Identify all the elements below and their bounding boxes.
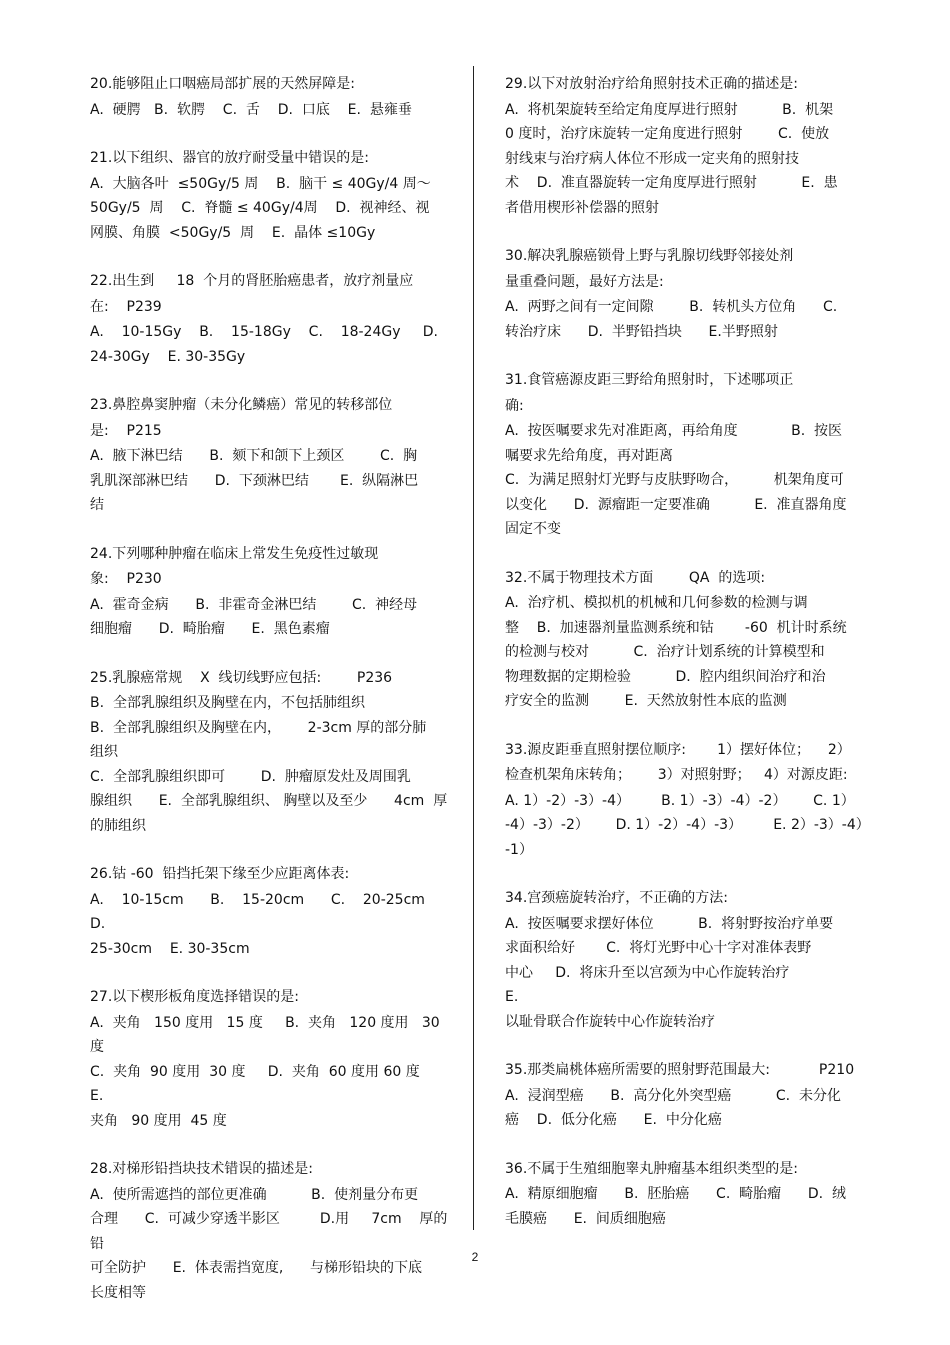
question-options-line: B. 全部乳腺组织及胸壁在内， 2-3cm 厚的部分肺 xyxy=(90,719,427,736)
question-options-line: 腺组织 E. 全部乳腺组织、 胸壁以及至少 4cm 厚 xyxy=(90,793,448,809)
question-options-line: 以变化 D. 源瘤距一定要准确 E. 准直器角度 xyxy=(505,496,847,513)
question-options-line: 者借用楔形补偿器的照射 xyxy=(505,199,659,216)
question-options-line: 长度相等 xyxy=(90,1284,146,1301)
question-options-line: 疗安全的监测 E. 天然放射性本底的监测 xyxy=(505,693,787,709)
question-options-line: 细胞瘤 D. 畸胎瘤 E. 黑色素瘤 xyxy=(90,621,330,637)
question-options-line: 射线束与治疗病人体位不形成一定夹角的照射技 xyxy=(505,150,799,167)
question-options-line: A. 按医嘱要求先对准距离，再给角度 B. 按医 xyxy=(505,423,843,439)
question-stem-line: 33.源皮距垂直照射摆位顺序: 1）摆好体位； 2） xyxy=(505,741,851,758)
question-options-line: 转治疗床 D. 半野铅挡块 E.半野照射 xyxy=(505,323,778,340)
question-stem-line: 35.那类扁桃体癌所需要的照射野范围最大: P210 xyxy=(505,1062,855,1078)
question-stem-line: 31.食管癌源皮距三野给角照射时，下述哪项正 xyxy=(505,372,794,388)
question-options-line: A. 腋下淋巴结 B. 颏下和颌下上颈区 C. 胸 xyxy=(90,448,418,464)
question-stem-line: 24.下列哪种肿瘤在临床上常发生免疫性过敏现 xyxy=(90,545,379,562)
question-options-line: A. 两野之间有一定间隙 B. 转机头方位角 C. xyxy=(505,299,838,315)
question-options-line: A. 霍奇金病 B. 非霍奇金淋巴结 C. 神经母 xyxy=(90,596,418,613)
question-options-line: 物理数据的定期检验 D. 腔内组织间治疗和治 xyxy=(505,668,826,685)
question-options-line: C. 全部乳腺组织即可 D. 肿瘤原发灶及周围乳 xyxy=(90,768,411,785)
question-options-line: 以耻骨联合作旋转中心作旋转治疗 xyxy=(505,1013,715,1030)
question-stem-line: 检查机架角床转角； 3）对照射野； 4）对源皮距: xyxy=(505,767,848,783)
question-options-line: A. 浸润型癌 B. 高分化外突型癌 C. 未分化 xyxy=(505,1087,841,1104)
question-options-line: A. 10-15Gy B. 15-18Gy C. 18-24Gy D. xyxy=(90,324,438,340)
question-options-line: 整 B. 加速器剂量监测系统和钴 -60 机计时系统 xyxy=(505,619,847,636)
question-stem-line: 确: xyxy=(505,397,524,414)
question-stem-line: 量重叠问题，最好方法是: xyxy=(505,273,664,290)
left-column xyxy=(90,72,452,1329)
question-options-line: 24-30Gy E. 30-35Gy xyxy=(90,348,246,365)
question-options-line: A. 1）-2）-3）-4） B. 1）-3）-4）-2） C. 1） xyxy=(505,792,855,809)
question-options-line: 乳肌深部淋巴结 D. 下颈淋巴结 E. 纵隔淋巴 xyxy=(90,472,419,489)
question-block xyxy=(505,738,870,863)
question-options-line: A. 治疗机、模拟机的机械和几何参数的检测与调 xyxy=(505,595,808,611)
question-options-line: 结 xyxy=(90,497,104,513)
question-options-line: 50Gy/5 周 C. 脊髓 ≤ 40Gy/4周 D. 视神经、视 xyxy=(90,200,430,216)
question-options-line: 嘱要求先给角度，再对距离 xyxy=(505,447,673,464)
question-stem-line: 22.出生到 18 个月的肾胚胎癌患者，放疗剂量应 xyxy=(90,273,414,289)
page-number: 2 xyxy=(471,1250,479,1264)
question-options-line: 中心 D. 将床升至以宫颈为中心作旋转治疗 E. xyxy=(505,964,852,1005)
question-block xyxy=(505,368,863,542)
question-options-line: A. 夹角 150 度用 15 度 B. 夹角 120 度用 30 度 xyxy=(90,1014,445,1055)
question-options-line: B. 全部乳腺组织及胸壁在内，不包括肺组织 xyxy=(90,695,365,711)
question-options-line: 网膜、角膜 <50Gy/5 周 E. 晶体 ≤10Gy xyxy=(90,224,376,241)
question-block xyxy=(90,72,448,122)
question-block xyxy=(505,244,863,344)
question-stem-line: 在: P239 xyxy=(90,298,162,315)
question-block xyxy=(505,566,863,714)
question-options-line: 毛膜癌 E. 间质细胞癌 xyxy=(505,1210,666,1227)
question-options-line: C. 夹角 90 度用 30 度 D. 夹角 60 度用 60 度 E. xyxy=(90,1063,442,1104)
question-options-line: A. 10-15cm B. 15-20cm C. 20-25cm D. xyxy=(90,891,452,932)
question-block xyxy=(505,72,863,220)
question-block xyxy=(505,1058,863,1133)
question-stem-line: 34.宫颈癌旋转治疗，不正确的方法: xyxy=(505,890,728,906)
question-options-line: -1） xyxy=(505,841,533,858)
question-options-line: 的检测与校对 C. 治疗计划系统的计算模型和 xyxy=(505,644,825,660)
question-block xyxy=(505,1157,863,1232)
question-stem-line: 26.钴 -60 铅挡托架下缘至少应距离体表: xyxy=(90,866,350,882)
question-stem-line: 29.以下对放射治疗给角照射技术正确的描述是: xyxy=(505,76,798,92)
question-block xyxy=(90,1157,448,1305)
question-options-line: -4）-3）-2） D. 1）-2）-4）-3） E. 2）-3）-4） xyxy=(505,817,870,833)
question-options-line: 癌 D. 低分化癌 E. 中分化癌 xyxy=(505,1112,722,1128)
question-block xyxy=(505,886,863,1034)
question-options-line: 夹角 90 度用 45 度 xyxy=(90,1112,227,1129)
question-stem-line: 25.乳腺癌常规 X 线切线野应包括: P236 xyxy=(90,669,393,686)
question-stem-line: 21.以下组织、器官的放疗耐受量中错误的是: xyxy=(90,150,369,166)
question-stem-line: 30.解决乳腺癌锁骨上野与乳腺切线野邻接处剂 xyxy=(505,248,794,264)
question-stem-line: 是: P215 xyxy=(90,422,162,439)
question-options-line: A. 按医嘱要求摆好体位 B. 将射野按治疗单要 xyxy=(505,915,834,932)
question-options-line: 术 D. 准直器旋转一定角度厚进行照射 E. 患 xyxy=(505,175,838,191)
question-options-line: 0 度时，治疗床旋转一定角度进行照射 C. 使放 xyxy=(505,126,830,142)
question-stem-line: 32.不属于物理技术方面 QA 的选项: xyxy=(505,569,766,586)
question-block xyxy=(90,666,448,839)
question-stem-line: 27.以下楔形板角度选择错误的是: xyxy=(90,989,299,1005)
question-block xyxy=(90,862,452,961)
question-block xyxy=(90,985,448,1133)
question-stem-line: 28.对梯形铅挡块技术错误的描述是: xyxy=(90,1161,313,1177)
question-block xyxy=(90,542,448,642)
question-options-line: 的肺组织 xyxy=(90,817,146,834)
question-block xyxy=(90,269,448,369)
question-options-line: A. 硬腭 B. 软腭 C. 舌 D. 口底 E. 悬雍垂 xyxy=(90,101,412,118)
question-options-line: A. 将机架旋转至给定角度厚进行照射 B. 机架 xyxy=(505,101,834,118)
question-options-line: A. 精原细胞瘤 B. 胚胎癌 C. 畸胎瘤 D. 绒 xyxy=(505,1186,846,1202)
question-options-line: 求面积给好 C. 将灯光野中心十字对准体表野 xyxy=(505,940,812,956)
column-divider xyxy=(473,66,474,1230)
question-stem-line: 36.不属于生殖细胞睾丸肿瘤基本组织类型的是: xyxy=(505,1160,798,1177)
question-options-line: 组织 xyxy=(90,744,118,760)
question-options-line: 可全防护 E. 体表需挡宽度, 与梯形铅块的下底 xyxy=(90,1260,423,1276)
question-options-line: 25-30cm E. 30-35cm xyxy=(90,940,250,957)
question-options-line: 合理 C. 可减少穿透半影区 D.用 7cm 厚的铅 xyxy=(90,1211,448,1252)
right-column xyxy=(505,72,870,1255)
question-options-line: 固定不变 xyxy=(505,521,561,537)
question-options-line: A. 大脑各叶 ≤50Gy/5 周 B. 脑干 ≤ 40Gy/4 周～ xyxy=(90,175,431,192)
question-stem-line: 23.鼻腔鼻窦肿瘤（未分化鳞癌）常见的转移部位 xyxy=(90,397,393,413)
question-stem-line: 象: P230 xyxy=(90,571,162,587)
question-stem-line: 20.能够阻止口咽癌局部扩展的天然屏障是: xyxy=(90,76,355,92)
question-options-line: A. 使所需遮挡的部位更准确 B. 使剂量分布更 xyxy=(90,1186,419,1203)
question-options-line: C. 为满足照射灯光野与皮肤野吻合， 机架角度可 xyxy=(505,472,844,488)
question-block xyxy=(90,393,448,518)
question-block xyxy=(90,146,448,245)
